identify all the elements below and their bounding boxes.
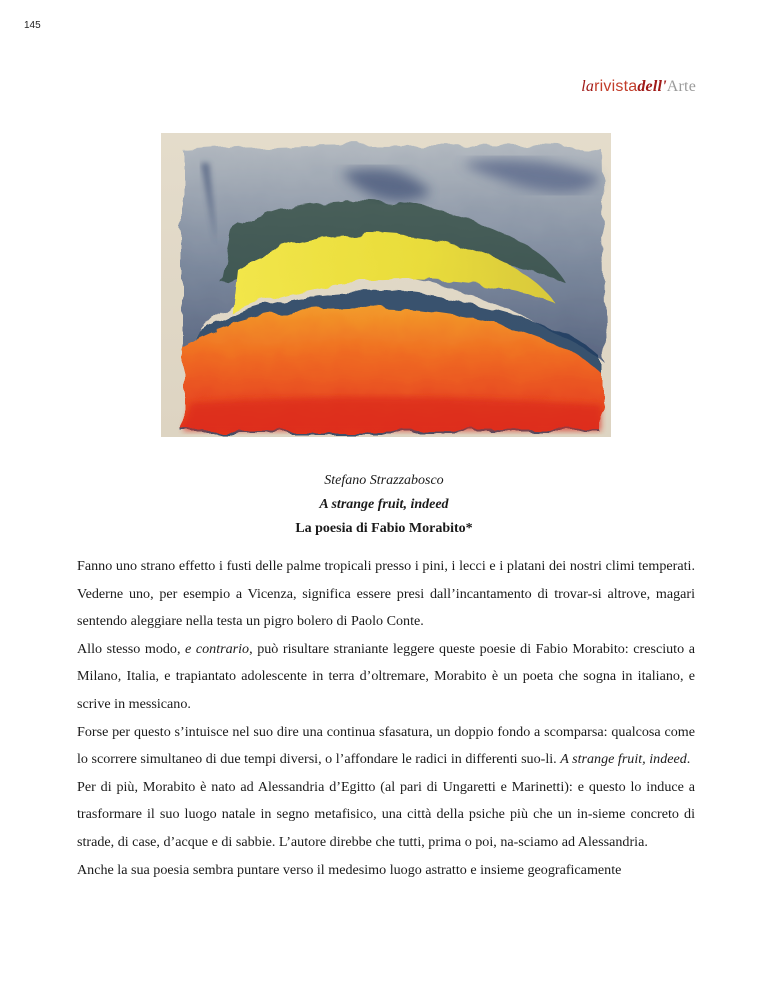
article-title: A strange fruit, indeed (319, 497, 449, 512)
paragraph: Anche la sua poesia sembra puntare verso il medesimo luogo astratto e insieme geograficamente (77, 861, 622, 878)
article-subtitle: La poesia di Fabio Morabito* (295, 521, 473, 536)
watercolor-artwork (161, 133, 611, 437)
journal-logo (581, 78, 696, 96)
logo-rivista: rivista (594, 78, 638, 95)
logo-la: la (581, 78, 595, 95)
logo-dell: dell' (637, 78, 667, 95)
page-number: 145 (24, 20, 41, 31)
article-body (77, 553, 695, 884)
paragraph: Fanno uno strano effetto i fusti delle palme tropicali presso i pini, i lecci e i platani dei nostri climi temperati. Vederne uno, per esempio a Vicenza, significa essere presi dall’incantamento di trovar-si altrove, magari sentendo aleggiare nella testa un pigro bolero di Paolo Conte. (77, 558, 695, 630)
paragraph: Per di più, Morabito è nato ad Alessandria d’Egitto (al pari di Ungaretti e Marinetti): e questo lo induce a trasformare il suo luogo natale in segno metafisico, una città della psiche più che un in-sieme concreto di strade, di case, d’acque e di sabbie. L’autore direbbe che tutti, prima o poi, na-sciamo ad Alessandria. (77, 778, 695, 850)
logo-arte: Arte (666, 78, 696, 95)
paragraph: Forse per questo s’intuisce nel suo dire una continua sfasatura, un doppio fondo a scomparsa: qualcosa come lo scorrere simultaneo di due tempi diversi, o l’affondare le radici in differenti suo-li. A strange fruit, indeed. (77, 723, 695, 768)
paragraph: Allo stesso modo, e contrario, può risultare straniante leggere queste poesie di Fabio Morabito: cresciuto a Milano, Italia, e trapiantato adolescente in terra d’oltremare, Morabito è un poeta che sogna in italiano, e scrive in messicano. (77, 640, 695, 712)
article-author: Stefano Strazzabosco (324, 473, 444, 488)
